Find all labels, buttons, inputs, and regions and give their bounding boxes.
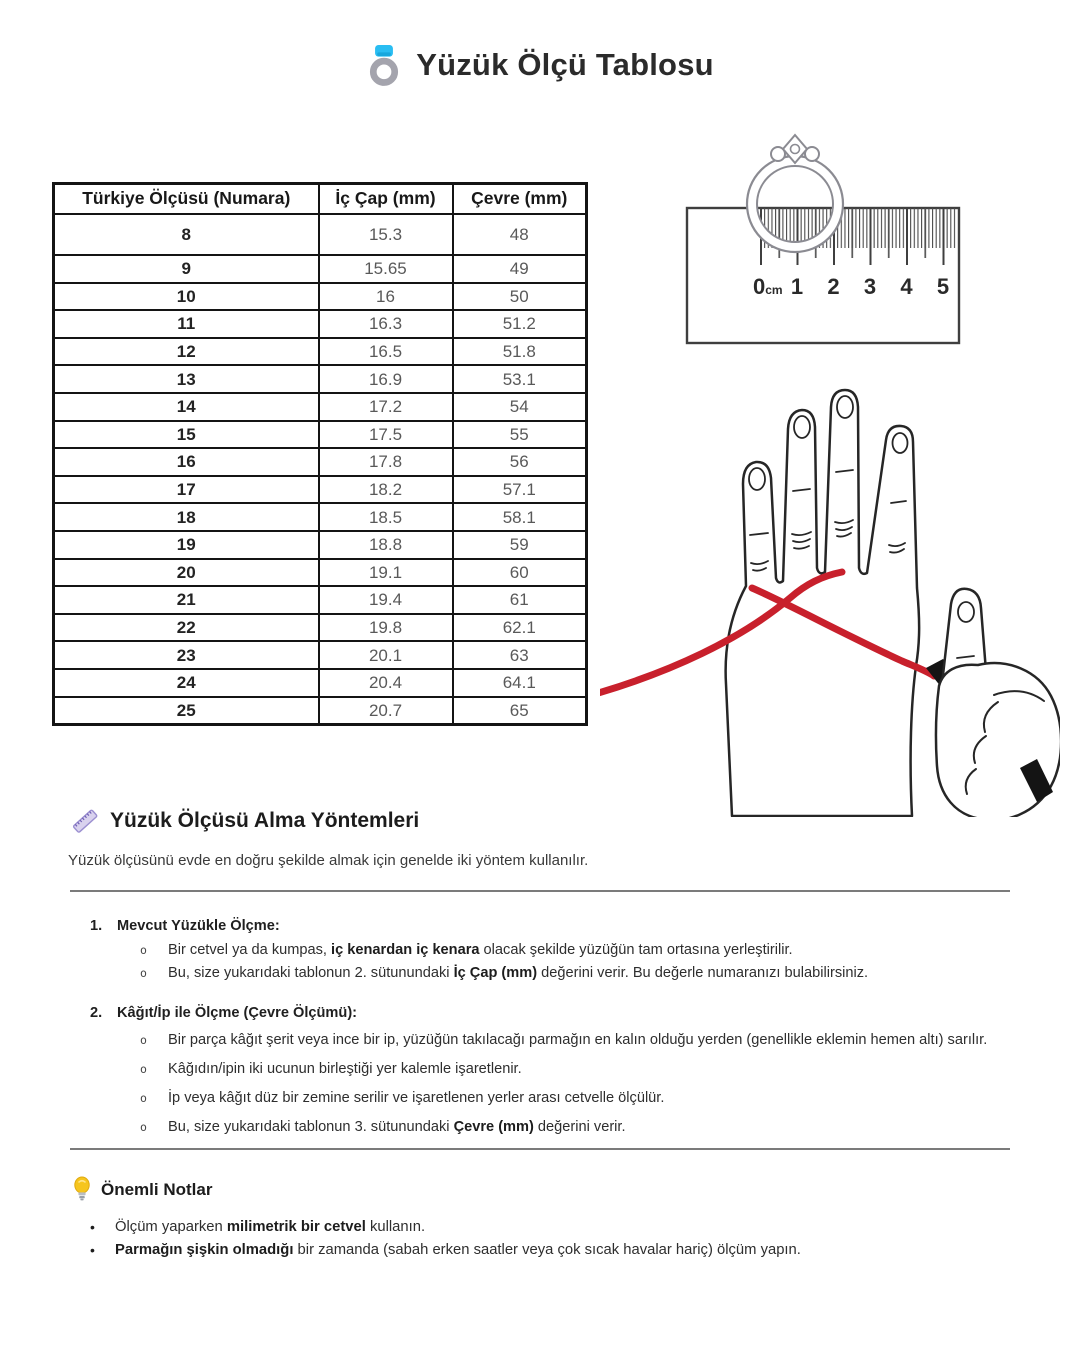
method-bullet: o Kâğıdın/ipin iki ucunun birleştiği yer kalemle işaretlenir. — [140, 1061, 522, 1077]
divider-top — [70, 890, 1010, 892]
ring-size-table — [52, 182, 588, 726]
notes-section-heading — [72, 1176, 212, 1203]
ring-on-ruler-illustration — [668, 128, 1010, 364]
notes-list — [90, 1216, 1020, 1262]
method-bullet: o Bir parça kâğıt şerit veya ince bir ip, yüzüğün takılacağı parmağın en kalın olduğu yerden (genellikle eklemin hemen altı) sarılır. — [140, 1032, 988, 1048]
method-bullet: o Bir cetvel ya da kumpas, iç kenardan iç kenara olacak şekilde yüzüğün tam ortasına yerleştirilir. — [140, 942, 793, 958]
method-bullet: o İp veya kâğıt düz bir zemine serilir ve işaretlenen yerler arası cetvelle ölçülür. — [140, 1090, 665, 1106]
col-header-diameter: İç Çap (mm) — [319, 184, 453, 215]
page-title: Yüzük Ölçü Tablosu — [416, 47, 714, 82]
col-header-size: Türkiye Ölçüsü (Numara) — [54, 184, 319, 215]
method-title: Kâğıt/İp ile Ölçme (Çevre Ölçümü): — [117, 1005, 358, 1021]
table-row: 23 20.1 63 — [54, 641, 587, 669]
table-row: 22 19.8 62.1 — [54, 614, 587, 642]
svg-text:0cm: 0cm — [753, 274, 783, 299]
lightbulb-icon — [72, 1176, 92, 1203]
list-number: 2. — [90, 1005, 103, 1021]
svg-text:1: 1 — [790, 274, 804, 299]
table-header-row — [54, 184, 587, 215]
method-item-1 — [90, 916, 1020, 985]
document-title-row — [0, 44, 1080, 86]
table-row: 21 19.4 61 — [54, 586, 587, 614]
table-row: 17 18.2 57.1 — [54, 476, 587, 504]
table-row: 20 19.1 60 — [54, 559, 587, 587]
table-row: 25 20.7 65 — [54, 697, 587, 725]
table-row: 13 16.9 53.1 — [54, 365, 587, 393]
svg-text:3: 3 — [863, 274, 877, 299]
svg-text:2: 2 — [827, 274, 840, 299]
table-row: 8 15.3 48 — [54, 214, 587, 255]
col-header-circumference: Çevre (mm) — [453, 184, 587, 215]
method-item-2 — [90, 1003, 1020, 1139]
marking-hand — [926, 589, 1060, 817]
svg-text:5: 5 — [936, 274, 950, 299]
table-row: 12 16.5 51.8 — [54, 338, 587, 366]
notes-heading-text: Önemli Notlar — [101, 1179, 213, 1199]
bullet-marker: • — [90, 1219, 95, 1235]
method-title: Mevcut Yüzükle Ölçme: — [117, 918, 280, 934]
table-row: 11 16.3 51.2 — [54, 310, 587, 338]
hand-string-illustration — [600, 372, 1060, 817]
table-row: 10 16 50 — [54, 283, 587, 311]
method-bullet: o Bu, size yukarıdaki tablonun 2. sütunundaki İç Çap (mm) değerini verir. Bu değerle numaranızı bulabilirsiniz. — [140, 965, 869, 981]
list-number: 1. — [90, 918, 103, 934]
divider-bottom — [70, 1148, 1010, 1150]
methods-section-heading — [70, 806, 419, 836]
table-row: 24 20.4 64.1 — [54, 669, 587, 697]
svg-text:4: 4 — [900, 274, 913, 299]
note-item: • Parmağın şişkin olmadığı bir zamanda (sabah erken saatler veya çok sıcak havalar hariç) ölçüm yapın. — [90, 1239, 1020, 1262]
table-row: 19 18.8 59 — [54, 531, 587, 559]
note-item: • Ölçüm yaparken milimetrik bir cetvel kullanın. — [90, 1216, 1020, 1239]
methods-heading-text: Yüzük Ölçüsü Alma Yöntemleri — [110, 809, 420, 832]
ruler-icon — [70, 806, 100, 836]
table-row: 15 17.5 55 — [54, 421, 587, 449]
table-row: 9 15.65 49 — [54, 255, 587, 283]
table-row: 14 17.2 54 — [54, 393, 587, 421]
methods-list — [90, 916, 1020, 1139]
method-bullet: o Bu, size yukarıdaki tablonun 3. sütunundaki Çevre (mm) değerini verir. — [140, 1119, 626, 1135]
methods-intro: Yüzük ölçüsünü evde en doğru şekilde almak için genelde iki yöntem kullanılır. — [68, 852, 589, 869]
table-row: 18 18.5 58.1 — [54, 503, 587, 531]
table-row: 16 17.8 56 — [54, 448, 587, 476]
hand-outline — [726, 390, 920, 816]
bullet-marker: • — [90, 1242, 95, 1258]
ring-icon — [366, 44, 402, 86]
